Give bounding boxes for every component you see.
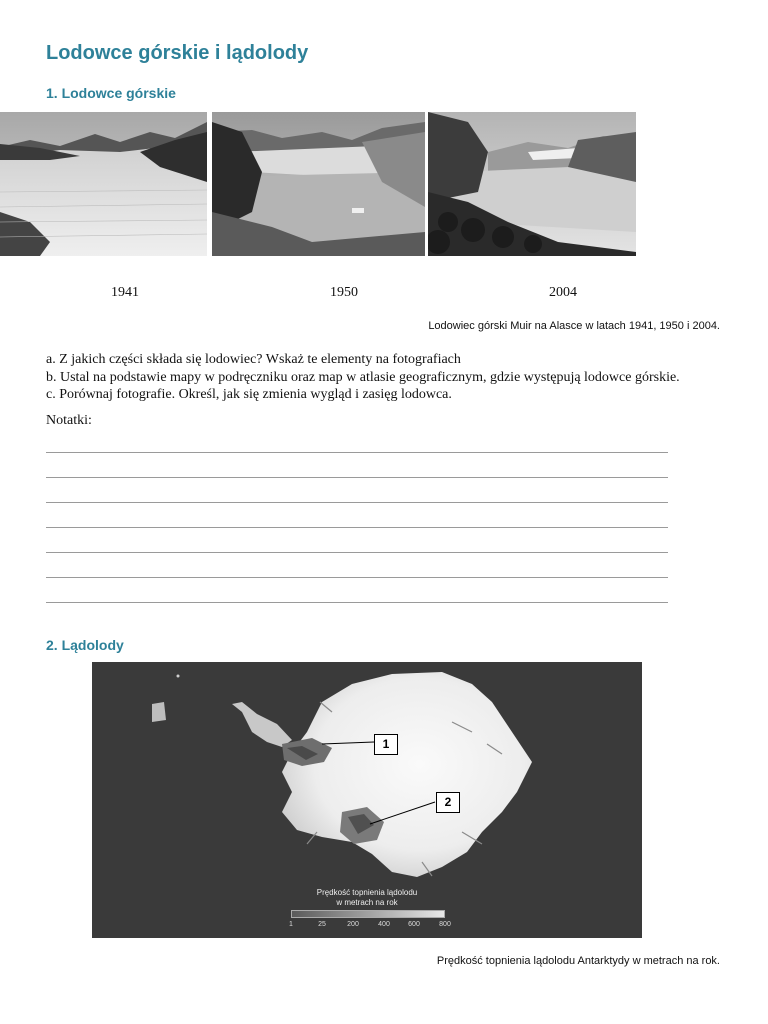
notes-line[interactable]: [46, 577, 668, 578]
legend-title-line2: w metrach na rok: [336, 898, 398, 907]
map-label-1: 1: [374, 734, 398, 755]
photo-1950: [212, 112, 425, 256]
question-a: a. Z jakich części składa się lodowiec? Wskaż te elementy na fotografiach: [46, 352, 461, 367]
year-label-1950: 1950: [330, 285, 358, 300]
antarctica-melt-map: [92, 662, 642, 938]
notes-line[interactable]: [46, 527, 668, 528]
page-title: Lodowce górskie i lądolody: [46, 42, 309, 64]
map-label-2: 2: [436, 792, 460, 813]
section-heading-ice-sheets: 2. Lądolody: [46, 637, 124, 653]
question-b: b. Ustal na podstawie mapy w podręczniku oraz map w atlasie geograficznym, gdzie występują lodowce górskie.: [46, 370, 680, 385]
map-caption: Prędkość topnienia lądolodu Antarktydy w metrach na rok.: [436, 955, 720, 967]
photo-1941: [0, 112, 207, 256]
notes-line[interactable]: [46, 477, 668, 478]
legend-tick: 400: [378, 921, 390, 928]
section-heading-mountain-glaciers: 1. Lodowce górskie: [46, 85, 176, 101]
year-label-1941: 1941: [111, 285, 139, 300]
notes-line[interactable]: [46, 452, 668, 453]
notes-label: Notatki:: [46, 413, 92, 428]
legend-color-bar: [291, 910, 445, 918]
legend-tick: 200: [347, 921, 359, 928]
legend-tick: 800: [439, 921, 451, 928]
question-c: c. Porównaj fotografie. Określ, jak się zmienia wygląd i zasięg lodowca.: [46, 387, 452, 402]
notes-line[interactable]: [46, 602, 668, 603]
legend-tick: 1: [289, 921, 293, 928]
photo-caption: Lodowiec górski Muir na Alasce w latach 1941, 1950 i 2004.: [428, 320, 720, 332]
notes-line[interactable]: [46, 552, 668, 553]
photo-2004: [428, 112, 636, 256]
legend-tick: 600: [408, 921, 420, 928]
year-label-2004: 2004: [549, 285, 577, 300]
legend-tick: 25: [318, 921, 326, 928]
legend-title-line1: Prędkość topnienia lądolodu: [316, 888, 418, 897]
notes-line[interactable]: [46, 502, 668, 503]
